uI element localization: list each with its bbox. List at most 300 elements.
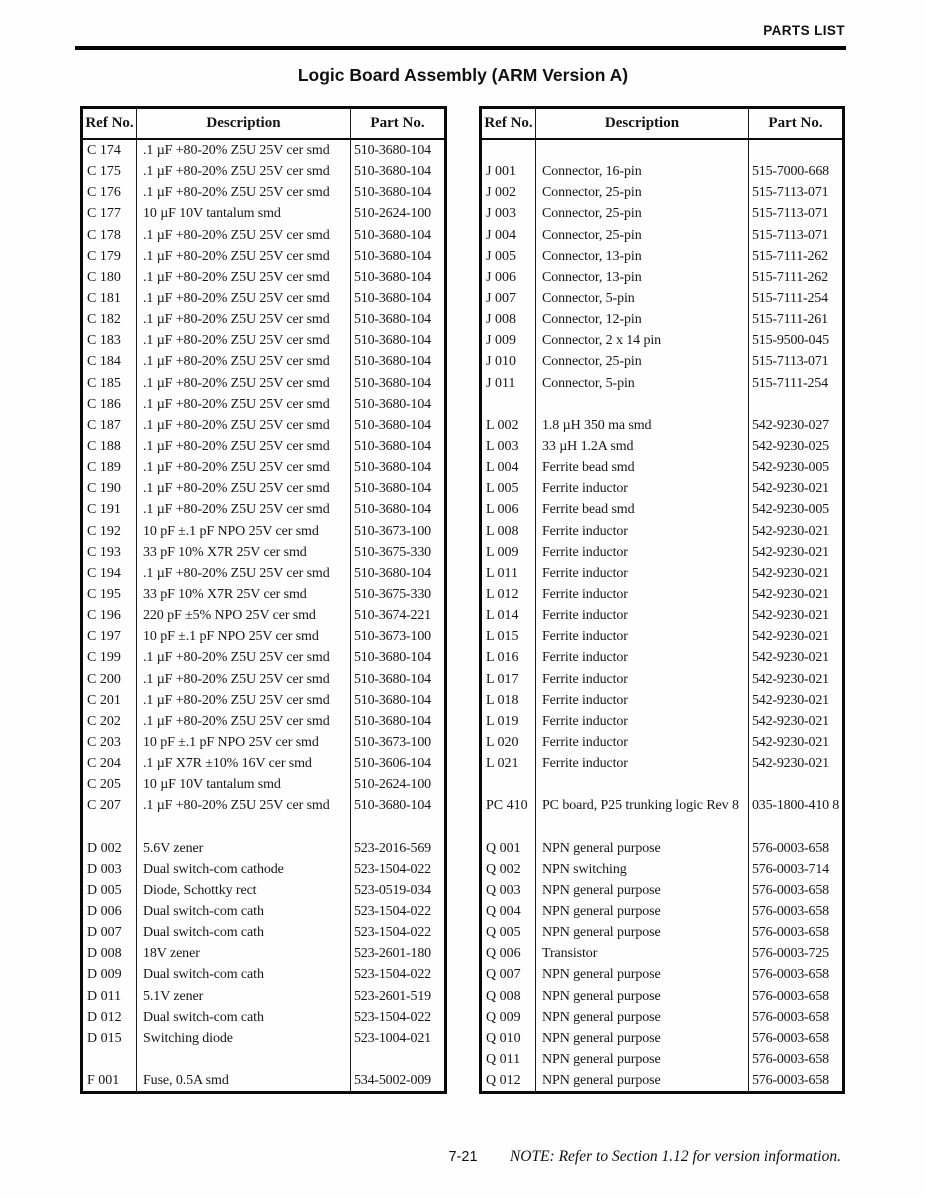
table-row bbox=[83, 394, 444, 415]
table-row bbox=[482, 964, 842, 985]
table-row bbox=[83, 1070, 444, 1091]
ref-cell: C 201 bbox=[83, 690, 137, 711]
ref-cell: J 006 bbox=[482, 267, 536, 288]
description-cell: 10 µF 10V tantalum smd bbox=[137, 203, 351, 224]
ref-cell: Q 007 bbox=[482, 964, 536, 985]
description-cell: Transistor bbox=[536, 943, 749, 964]
part-cell: 576-0003-658 bbox=[752, 967, 829, 983]
part-cell: 510-2624-100 bbox=[354, 777, 431, 793]
description-cell: .1 µF +80-20% Z5U 25V cer smd bbox=[137, 288, 351, 309]
part-cell: 523-1504-022 bbox=[354, 1009, 431, 1025]
part-cell: 515-7111-262 bbox=[752, 248, 828, 264]
part-cell: 542-9230-021 bbox=[752, 629, 829, 645]
table-row bbox=[482, 478, 842, 499]
part-cell: 542-9230-021 bbox=[752, 544, 829, 560]
ref-cell: Q 006 bbox=[482, 943, 536, 964]
part-cell: 510-3680-104 bbox=[354, 354, 431, 370]
ref-cell: L 011 bbox=[482, 563, 536, 584]
description-cell: NPN general purpose bbox=[536, 1007, 749, 1028]
part-cell: 542-9230-021 bbox=[752, 608, 829, 624]
table-row bbox=[482, 1049, 842, 1070]
part-cell: 534-5002-009 bbox=[354, 1073, 431, 1089]
part-cell bbox=[749, 774, 842, 795]
ref-cell: L 016 bbox=[482, 647, 536, 668]
ref-cell: C 193 bbox=[83, 542, 137, 563]
description-cell: Ferrite inductor bbox=[536, 626, 749, 647]
column-header-description: Description bbox=[536, 109, 749, 138]
table-row bbox=[482, 669, 842, 690]
table-row bbox=[83, 859, 444, 880]
description-cell: Ferrite inductor bbox=[536, 605, 749, 626]
table-row bbox=[83, 436, 444, 457]
part-cell: 542-9230-021 bbox=[752, 650, 829, 666]
ref-cell: C 184 bbox=[83, 351, 137, 372]
description-cell: NPN general purpose bbox=[536, 1028, 749, 1049]
description-cell: .1 µF +80-20% Z5U 25V cer smd bbox=[137, 394, 351, 415]
description-cell: Ferrite inductor bbox=[536, 647, 749, 668]
part-cell: 510-3680-104 bbox=[354, 438, 431, 454]
left-table-body bbox=[83, 140, 444, 1091]
part-cell: 576-0003-658 bbox=[752, 1073, 829, 1089]
description-cell: Connector, 25-pin bbox=[536, 203, 749, 224]
description-cell: NPN general purpose bbox=[536, 1049, 749, 1070]
table-header-row bbox=[83, 109, 444, 140]
ref-cell: J 009 bbox=[482, 330, 536, 351]
ref-cell: C 204 bbox=[83, 753, 137, 774]
part-cell bbox=[351, 817, 444, 838]
part-cell: 510-3680-104 bbox=[354, 185, 431, 201]
table-row bbox=[83, 330, 444, 351]
description-cell: 1.8 µH 350 ma smd bbox=[536, 415, 749, 436]
part-cell: 510-3680-104 bbox=[354, 164, 431, 180]
part-cell: 542-9230-021 bbox=[752, 565, 829, 581]
ref-cell: C 176 bbox=[83, 182, 137, 203]
table-row bbox=[482, 330, 842, 351]
description-cell: .1 µF +80-20% Z5U 25V cer smd bbox=[137, 330, 351, 351]
table-row bbox=[83, 584, 444, 605]
description-cell: Fuse, 0.5A smd bbox=[137, 1070, 351, 1091]
ref-cell: D 005 bbox=[83, 880, 137, 901]
description-cell: Ferrite inductor bbox=[536, 542, 749, 563]
description-cell: .1 µF +80-20% Z5U 25V cer smd bbox=[137, 690, 351, 711]
table-row bbox=[482, 140, 842, 161]
description-cell: 33 pF 10% X7R 25V cer smd bbox=[137, 542, 351, 563]
description-cell: .1 µF +80-20% Z5U 25V cer smd bbox=[137, 246, 351, 267]
ref-cell: C 205 bbox=[83, 774, 137, 795]
table-row bbox=[482, 246, 842, 267]
part-cell: 542-9230-021 bbox=[752, 692, 829, 708]
table-row bbox=[83, 1028, 444, 1049]
table-row bbox=[482, 351, 842, 372]
table-row bbox=[83, 753, 444, 774]
table-row bbox=[482, 182, 842, 203]
table-row bbox=[83, 1007, 444, 1028]
table-row bbox=[482, 943, 842, 964]
ref-cell: L 014 bbox=[482, 605, 536, 626]
table-row bbox=[482, 415, 842, 436]
description-cell: Ferrite inductor bbox=[536, 669, 749, 690]
table-row bbox=[83, 563, 444, 584]
ref-cell: C 194 bbox=[83, 563, 137, 584]
table-row bbox=[83, 605, 444, 626]
description-cell: Ferrite inductor bbox=[536, 521, 749, 542]
part-cell: 576-0003-658 bbox=[752, 1052, 829, 1068]
description-cell: .1 µF +80-20% Z5U 25V cer smd bbox=[137, 267, 351, 288]
table-row bbox=[83, 774, 444, 795]
table-row bbox=[83, 246, 444, 267]
description-cell: NPN general purpose bbox=[536, 986, 749, 1007]
ref-cell: L 020 bbox=[482, 732, 536, 753]
part-cell: 510-3674-221 bbox=[354, 608, 431, 624]
part-cell: 542-9230-005 bbox=[752, 502, 829, 518]
part-cell: 542-9230-021 bbox=[752, 713, 829, 729]
description-cell: 18V zener bbox=[137, 943, 351, 964]
table-row bbox=[83, 351, 444, 372]
part-cell: 510-3673-100 bbox=[354, 629, 431, 645]
description-cell: Connector, 5-pin bbox=[536, 288, 749, 309]
ref-cell: C 182 bbox=[83, 309, 137, 330]
table-row bbox=[83, 1049, 444, 1070]
ref-cell: Q 009 bbox=[482, 1007, 536, 1028]
description-cell: .1 µF +80-20% Z5U 25V cer smd bbox=[137, 161, 351, 182]
part-cell: 523-1504-022 bbox=[354, 967, 431, 983]
table-row bbox=[482, 499, 842, 520]
part-cell: 510-3680-104 bbox=[354, 227, 431, 243]
ref-cell: L 009 bbox=[482, 542, 536, 563]
description-cell: 220 pF ±5% NPO 25V cer smd bbox=[137, 605, 351, 626]
table-row bbox=[83, 647, 444, 668]
ref-cell: J 004 bbox=[482, 225, 536, 246]
table-row bbox=[482, 690, 842, 711]
table-row bbox=[83, 203, 444, 224]
table-row bbox=[83, 626, 444, 647]
part-cell: 576-0003-658 bbox=[752, 1030, 829, 1046]
description-cell: Ferrite bead smd bbox=[536, 499, 749, 520]
part-cell: 515-7111-254 bbox=[752, 290, 828, 306]
page-title: Logic Board Assembly (ARM Version A) bbox=[297, 65, 629, 85]
part-cell: 576-0003-714 bbox=[752, 861, 829, 877]
description-cell bbox=[536, 817, 749, 838]
part-cell: 515-7113-071 bbox=[752, 227, 829, 243]
ref-cell: D 015 bbox=[83, 1028, 137, 1049]
part-cell: 510-3675-330 bbox=[354, 544, 431, 560]
description-cell bbox=[536, 394, 749, 415]
table-row bbox=[482, 605, 842, 626]
ref-cell: C 185 bbox=[83, 373, 137, 394]
table-row bbox=[482, 1007, 842, 1028]
ref-cell: C 199 bbox=[83, 647, 137, 668]
table-row bbox=[482, 647, 842, 668]
ref-cell bbox=[482, 140, 536, 161]
description-cell: Dual switch-com cath bbox=[137, 901, 351, 922]
table-row bbox=[482, 521, 842, 542]
ref-cell: Q 004 bbox=[482, 901, 536, 922]
ref-cell: D 006 bbox=[83, 901, 137, 922]
header-rule bbox=[75, 46, 846, 50]
ref-cell: C 190 bbox=[83, 478, 137, 499]
ref-cell: L 008 bbox=[482, 521, 536, 542]
ref-cell bbox=[83, 1049, 137, 1070]
description-cell: .1 µF +80-20% Z5U 25V cer smd bbox=[137, 225, 351, 246]
ref-cell: D 011 bbox=[83, 986, 137, 1007]
ref-cell: Q 011 bbox=[482, 1049, 536, 1070]
ref-cell: C 188 bbox=[83, 436, 137, 457]
table-row bbox=[482, 901, 842, 922]
description-cell: Connector, 5-pin bbox=[536, 373, 749, 394]
ref-cell: L 019 bbox=[482, 711, 536, 732]
part-cell: 510-3675-330 bbox=[354, 586, 431, 602]
description-cell: Connector, 12-pin bbox=[536, 309, 749, 330]
table-row bbox=[83, 838, 444, 859]
ref-cell: J 011 bbox=[482, 373, 536, 394]
ref-cell: L 018 bbox=[482, 690, 536, 711]
ref-cell bbox=[482, 394, 536, 415]
ref-cell: Q 003 bbox=[482, 880, 536, 901]
description-cell: 33 pF 10% X7R 25V cer smd bbox=[137, 584, 351, 605]
description-cell: .1 µF +80-20% Z5U 25V cer smd bbox=[137, 457, 351, 478]
ref-cell: C 183 bbox=[83, 330, 137, 351]
ref-cell: Q 005 bbox=[482, 922, 536, 943]
table-row bbox=[83, 225, 444, 246]
part-cell: 576-0003-658 bbox=[752, 988, 829, 1004]
part-cell: 542-9230-021 bbox=[752, 523, 829, 539]
footer-note: NOTE: Refer to Section 1.12 for version information. bbox=[509, 1148, 841, 1165]
description-cell: PC board, P25 trunking logic Rev 8 bbox=[536, 795, 749, 816]
table-row bbox=[482, 732, 842, 753]
ref-cell: C 175 bbox=[83, 161, 137, 182]
parts-table-right bbox=[479, 106, 845, 1094]
table-row bbox=[482, 922, 842, 943]
table-row bbox=[482, 267, 842, 288]
part-cell: 515-7111-262 bbox=[752, 269, 828, 285]
column-header-ref: Ref No. bbox=[482, 109, 536, 138]
description-cell: .1 µF +80-20% Z5U 25V cer smd bbox=[137, 647, 351, 668]
description-cell: Connector, 13-pin bbox=[536, 267, 749, 288]
table-row bbox=[482, 373, 842, 394]
ref-cell bbox=[482, 774, 536, 795]
description-cell: NPN general purpose bbox=[536, 1070, 749, 1091]
table-row bbox=[482, 795, 842, 816]
description-cell: Ferrite inductor bbox=[536, 690, 749, 711]
description-cell: Connector, 2 x 14 pin bbox=[536, 330, 749, 351]
part-cell: 523-1004-021 bbox=[354, 1030, 431, 1046]
ref-cell: C 202 bbox=[83, 711, 137, 732]
description-cell: .1 µF +80-20% Z5U 25V cer smd bbox=[137, 499, 351, 520]
description-cell: Ferrite inductor bbox=[536, 563, 749, 584]
table-row bbox=[482, 1028, 842, 1049]
description-cell: .1 µF X7R ±10% 16V cer smd bbox=[137, 753, 351, 774]
table-row bbox=[83, 986, 444, 1007]
column-header-ref: Ref No. bbox=[83, 109, 137, 138]
table-row bbox=[482, 711, 842, 732]
description-cell: 33 µH 1.2A smd bbox=[536, 436, 749, 457]
part-cell: 523-2016-569 bbox=[354, 840, 431, 856]
table-row bbox=[482, 986, 842, 1007]
part-cell: 542-9230-021 bbox=[752, 734, 829, 750]
description-cell: 10 pF ±.1 pF NPO 25V cer smd bbox=[137, 732, 351, 753]
ref-cell: L 004 bbox=[482, 457, 536, 478]
table-row bbox=[83, 499, 444, 520]
part-cell: 510-3680-104 bbox=[354, 692, 431, 708]
ref-cell: L 003 bbox=[482, 436, 536, 457]
ref-cell: D 002 bbox=[83, 838, 137, 859]
part-cell: 510-3680-104 bbox=[354, 333, 431, 349]
ref-cell: L 012 bbox=[482, 584, 536, 605]
ref-cell: J 008 bbox=[482, 309, 536, 330]
part-cell: 523-2601-180 bbox=[354, 946, 431, 962]
ref-cell: J 002 bbox=[482, 182, 536, 203]
description-cell: NPN general purpose bbox=[536, 901, 749, 922]
ref-cell: Q 010 bbox=[482, 1028, 536, 1049]
ref-cell: Q 012 bbox=[482, 1070, 536, 1091]
description-cell bbox=[137, 1049, 351, 1070]
table-header-row bbox=[482, 109, 842, 140]
part-cell: 523-2601-519 bbox=[354, 988, 431, 1004]
ref-cell bbox=[83, 817, 137, 838]
description-cell: 10 µF 10V tantalum smd bbox=[137, 774, 351, 795]
table-row bbox=[482, 436, 842, 457]
table-row bbox=[83, 182, 444, 203]
ref-cell: C 197 bbox=[83, 626, 137, 647]
description-cell: Connector, 13-pin bbox=[536, 246, 749, 267]
description-cell: Ferrite inductor bbox=[536, 711, 749, 732]
ref-cell: C 207 bbox=[83, 795, 137, 816]
description-cell bbox=[536, 140, 749, 161]
description-cell: .1 µF +80-20% Z5U 25V cer smd bbox=[137, 309, 351, 330]
ref-cell: C 191 bbox=[83, 499, 137, 520]
description-cell: NPN switching bbox=[536, 859, 749, 880]
part-cell: 510-2624-100 bbox=[354, 206, 431, 222]
part-cell: 542-9230-025 bbox=[752, 438, 829, 454]
part-cell: 576-0003-658 bbox=[752, 904, 829, 920]
table-row bbox=[83, 457, 444, 478]
part-cell: 510-3680-104 bbox=[354, 502, 431, 518]
table-row bbox=[83, 732, 444, 753]
description-cell: NPN general purpose bbox=[536, 964, 749, 985]
part-cell: 523-1504-022 bbox=[354, 861, 431, 877]
table-row bbox=[83, 711, 444, 732]
ref-cell: C 178 bbox=[83, 225, 137, 246]
ref-cell: C 180 bbox=[83, 267, 137, 288]
ref-cell: J 010 bbox=[482, 351, 536, 372]
part-cell bbox=[749, 394, 842, 415]
description-cell: NPN general purpose bbox=[536, 838, 749, 859]
table-row bbox=[83, 795, 444, 816]
part-cell: 523-0519-034 bbox=[354, 882, 431, 898]
part-cell: 510-3680-104 bbox=[354, 565, 431, 581]
description-cell: Ferrite inductor bbox=[536, 753, 749, 774]
description-cell: 10 pF ±.1 pF NPO 25V cer smd bbox=[137, 626, 351, 647]
table-row bbox=[482, 880, 842, 901]
description-cell: .1 µF +80-20% Z5U 25V cer smd bbox=[137, 436, 351, 457]
table-row bbox=[482, 225, 842, 246]
table-row bbox=[83, 901, 444, 922]
part-cell: 510-3680-104 bbox=[354, 798, 431, 814]
table-row bbox=[482, 457, 842, 478]
table-row bbox=[83, 267, 444, 288]
part-cell: 510-3680-104 bbox=[354, 650, 431, 666]
ref-cell: C 179 bbox=[83, 246, 137, 267]
description-cell bbox=[536, 774, 749, 795]
description-cell: .1 µF +80-20% Z5U 25V cer smd bbox=[137, 415, 351, 436]
part-cell: 576-0003-658 bbox=[752, 925, 829, 941]
table-row bbox=[482, 394, 842, 415]
part-cell: 510-3680-104 bbox=[354, 269, 431, 285]
table-row bbox=[83, 140, 444, 161]
ref-cell: C 174 bbox=[83, 140, 137, 161]
description-cell: .1 µF +80-20% Z5U 25V cer smd bbox=[137, 140, 351, 161]
table-row bbox=[482, 542, 842, 563]
table-row bbox=[482, 203, 842, 224]
part-cell: 510-3673-100 bbox=[354, 523, 431, 539]
part-cell bbox=[351, 1049, 444, 1070]
description-cell bbox=[137, 817, 351, 838]
part-cell: 515-7000-668 bbox=[752, 164, 829, 180]
table-row bbox=[482, 309, 842, 330]
part-cell: 515-7113-071 bbox=[752, 185, 829, 201]
description-cell: 5.6V zener bbox=[137, 838, 351, 859]
part-cell: 510-3680-104 bbox=[354, 713, 431, 729]
description-cell: Dual switch-com cath bbox=[137, 964, 351, 985]
part-cell: 510-3606-104 bbox=[354, 756, 431, 772]
table-row bbox=[482, 838, 842, 859]
ref-cell: C 196 bbox=[83, 605, 137, 626]
part-cell: 510-3680-104 bbox=[354, 417, 431, 433]
table-row bbox=[83, 288, 444, 309]
part-cell: 523-1504-022 bbox=[354, 904, 431, 920]
ref-cell: C 189 bbox=[83, 457, 137, 478]
part-cell: 515-7113-071 bbox=[752, 354, 829, 370]
part-cell: 510-3680-104 bbox=[354, 248, 431, 264]
ref-cell: J 005 bbox=[482, 246, 536, 267]
description-cell: .1 µF +80-20% Z5U 25V cer smd bbox=[137, 351, 351, 372]
ref-cell: L 017 bbox=[482, 669, 536, 690]
table-row bbox=[482, 626, 842, 647]
description-cell: NPN general purpose bbox=[536, 880, 749, 901]
table-row bbox=[482, 288, 842, 309]
ref-cell: C 177 bbox=[83, 203, 137, 224]
description-cell: .1 µF +80-20% Z5U 25V cer smd bbox=[137, 182, 351, 203]
table-row bbox=[83, 964, 444, 985]
table-row bbox=[83, 922, 444, 943]
table-row bbox=[482, 563, 842, 584]
ref-cell: Q 008 bbox=[482, 986, 536, 1007]
table-row bbox=[83, 817, 444, 838]
ref-cell: Q 001 bbox=[482, 838, 536, 859]
column-header-part: Part No. bbox=[768, 115, 823, 131]
part-cell bbox=[749, 140, 842, 161]
page-header-label: PARTS LIST bbox=[763, 23, 845, 38]
description-cell: Dual switch-com cath bbox=[137, 1007, 351, 1028]
table-row bbox=[83, 880, 444, 901]
part-cell: 515-7111-261 bbox=[752, 312, 828, 328]
part-cell: 510-3673-100 bbox=[354, 734, 431, 750]
description-cell: Ferrite inductor bbox=[536, 732, 749, 753]
ref-cell: D 012 bbox=[83, 1007, 137, 1028]
table-row bbox=[83, 542, 444, 563]
ref-cell: C 200 bbox=[83, 669, 137, 690]
ref-cell: C 187 bbox=[83, 415, 137, 436]
column-header-description: Description bbox=[137, 109, 351, 138]
table-row bbox=[83, 373, 444, 394]
description-cell: .1 µF +80-20% Z5U 25V cer smd bbox=[137, 478, 351, 499]
description-cell: Connector, 16-pin bbox=[536, 161, 749, 182]
ref-cell: L 006 bbox=[482, 499, 536, 520]
part-cell: 510-3680-104 bbox=[354, 143, 431, 158]
table-row bbox=[482, 1070, 842, 1091]
ref-cell: D 007 bbox=[83, 922, 137, 943]
description-cell: 10 pF ±.1 pF NPO 25V cer smd bbox=[137, 521, 351, 542]
